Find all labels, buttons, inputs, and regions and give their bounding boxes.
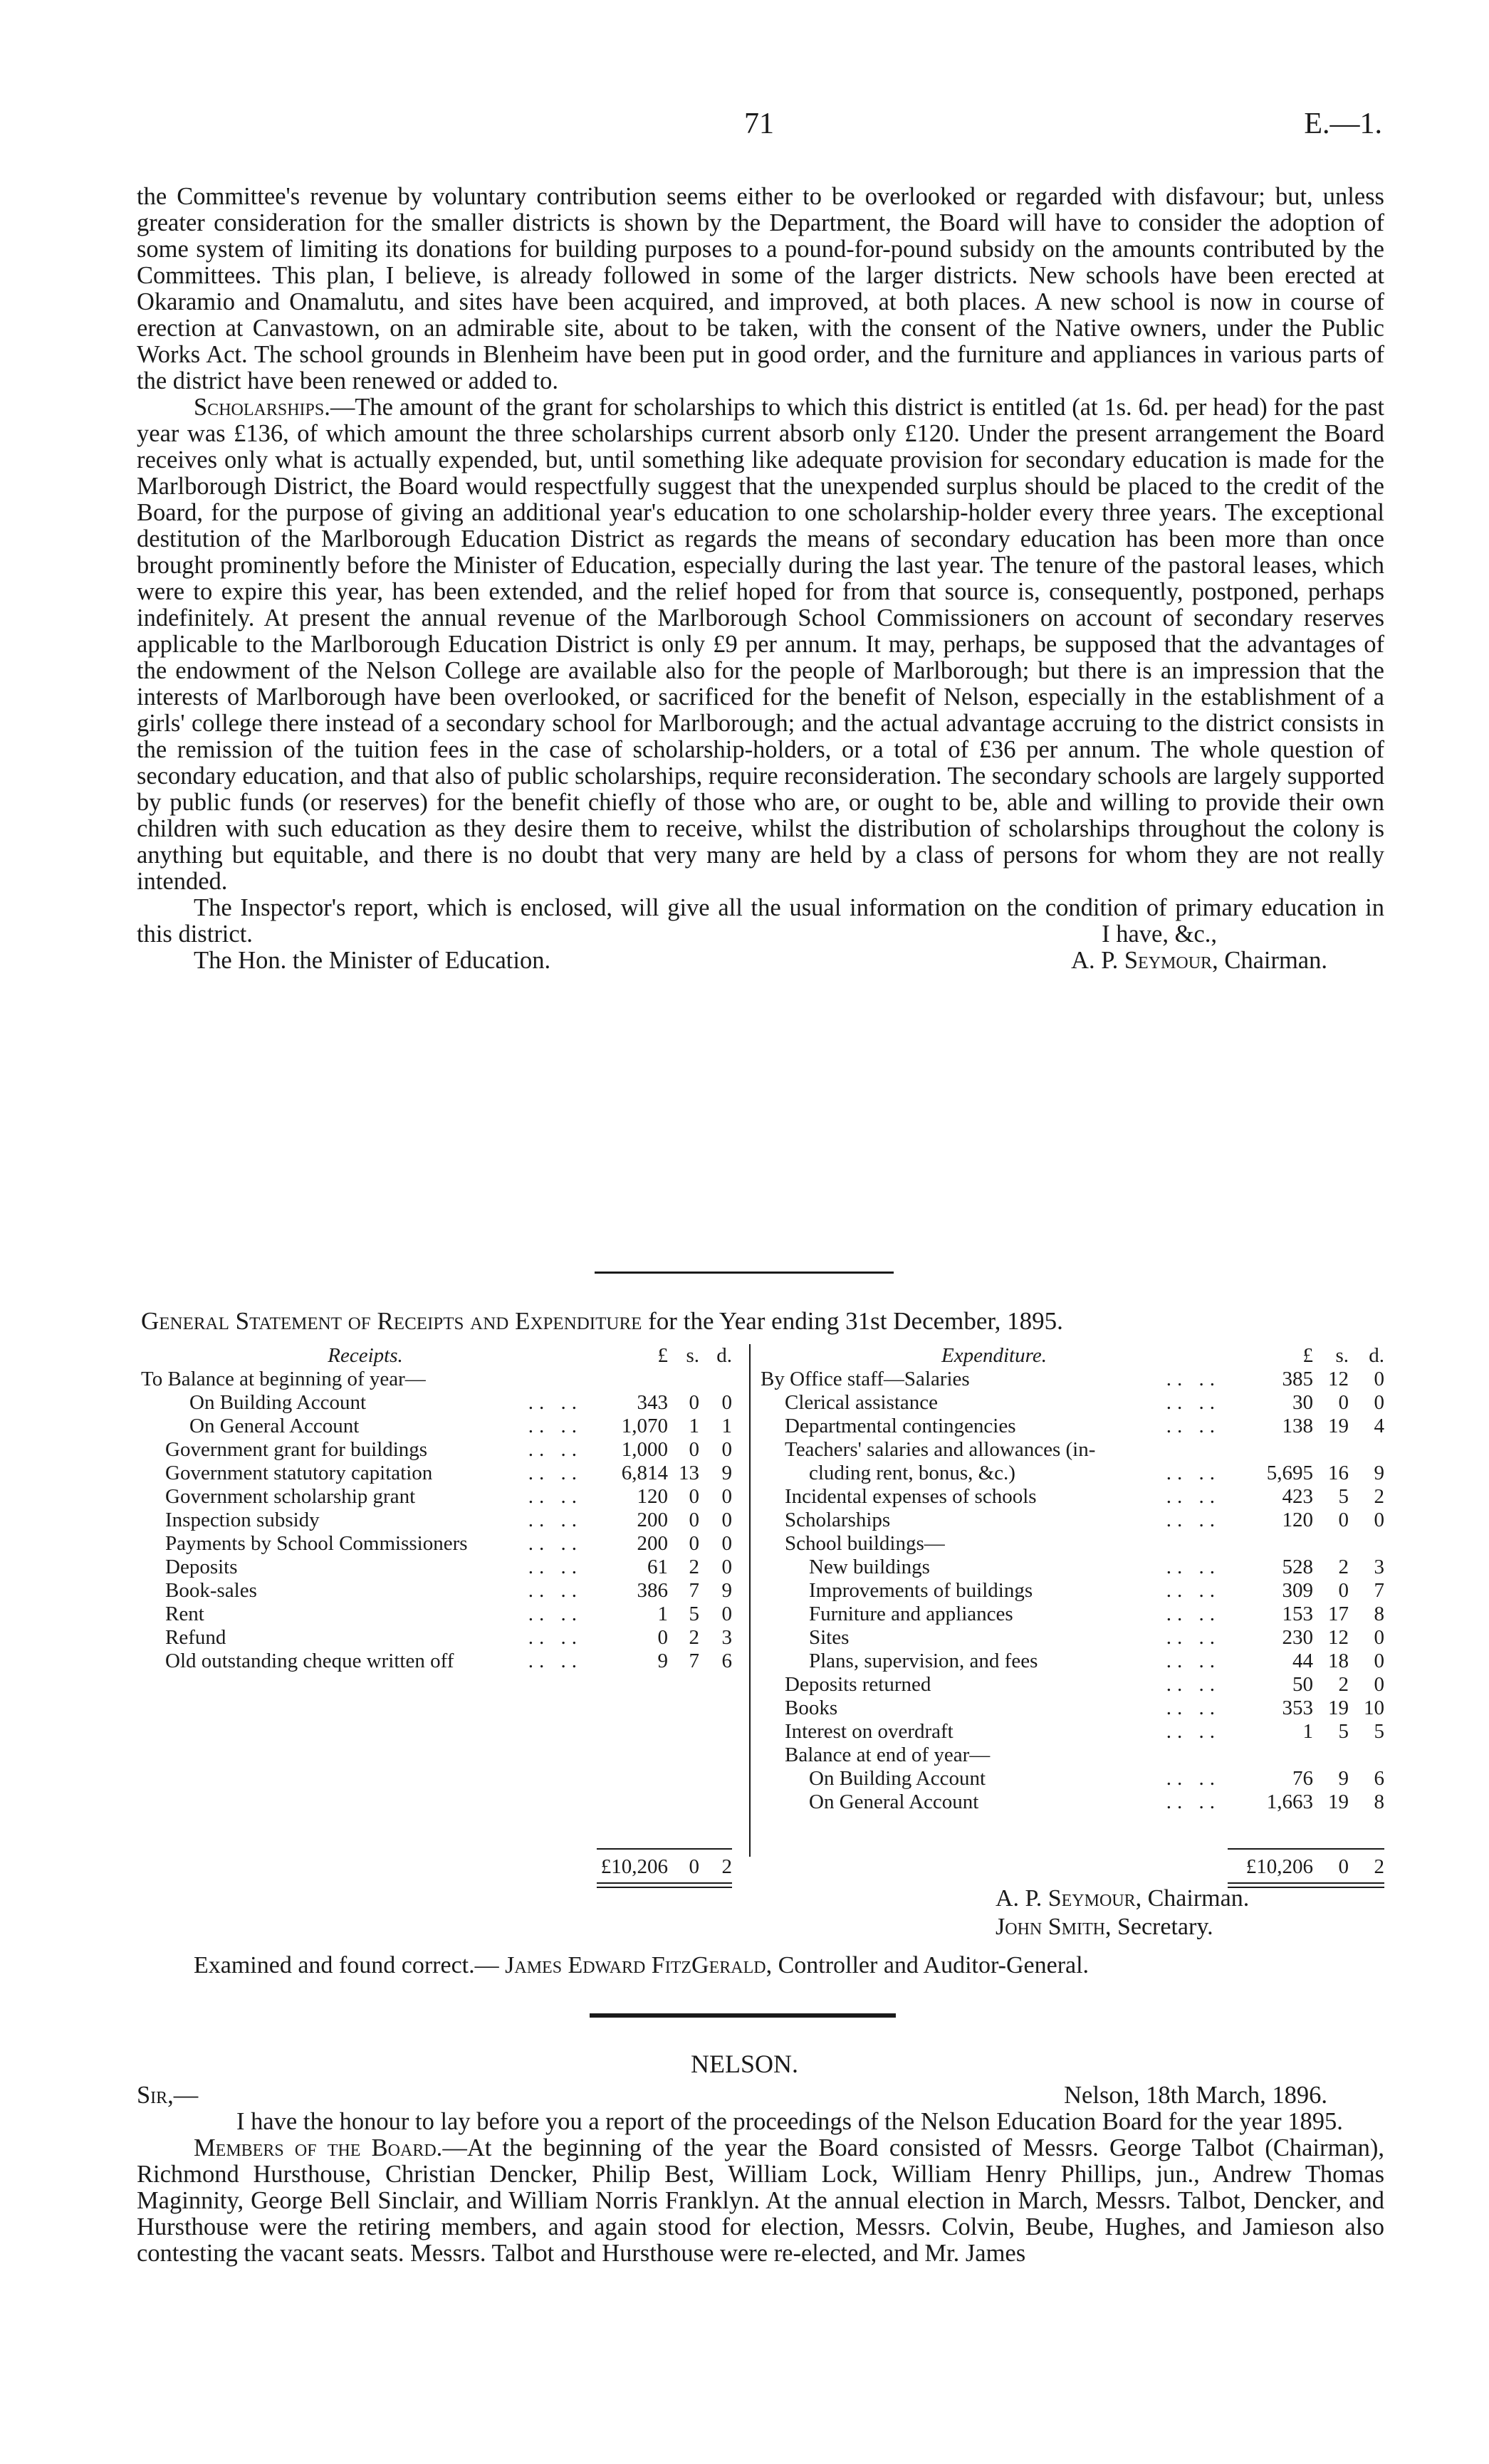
receipts-amount-l: 1 xyxy=(657,1603,668,1625)
receipts-amount-d: 0 xyxy=(721,1532,732,1555)
receipts-amount-s: 7 xyxy=(689,1579,699,1602)
leader-dots: .. .. xyxy=(1166,1485,1221,1508)
expenditure-amount-d: 8 xyxy=(1374,1791,1384,1813)
expenditure-label: Furniture and appliances .. .. xyxy=(761,1603,1228,1626)
scholarships-text: —The amount of the grant for scholarships to which this district is entitled (at 1s. 6d. per head) for the past year was £136, of which amount the three scholarships current absorb only £120. Under the present arrangement the Board receives only what is actually expended, but, until something like adequate provision for secondary education is made for the Marlborough District, the Board would respectfully suggest that the unexpended surplus should be placed to the credit of the Board, for the purpose of giving an additional year's education to one scholarship-holder every three years. The exceptional destitution of the Marlborough Education District as regards the means of secondary education has been more than once brought prominently before the Minister of Education, especially during the last year. The tenure of the pastoral leases, which were to expire this year, has been extended, and the relief hoped for from that source is, consequently, postponed, perhaps indefinitely. At present the annual revenue of the Marlborough School Commissioners on account of secondary reserves applicable to the Marlborough Education District is only £9 per annum. It may, perhaps, be supposed that the advantages of the endowment of the Nelson College are available also for the people of Marlborough; but there is an impression that the interests of Marlborough have been overlooked, or sacrificed for the benefit of Nelson, especially in the establishment of a girls' college there instead of a secondary school for Marlborough; and the actual advantage accruing to the district consists in the remission of the tuition fees in the case of scholarship-holders, or a total of £36 per annum. The whole question of secondary education, and that also of public scholarships, require reconsideration. The secondary schools are largely supported by public funds (or reserves) for the benefit chiefly of those who are, or ought to be, able and willing to provide their own children with such education as they desire them to receive, whilst the distribution of scholarships throughout the colony is anything but equitable, and there is no doubt that very many are held by a class of persons for whom they are not really intended. xyxy=(137,394,1384,895)
expenditure-amount-l xyxy=(1228,1532,1313,1556)
expenditure-amount-s: 12 xyxy=(1328,1626,1349,1649)
expenditure-amount-s xyxy=(1313,1744,1349,1767)
receipts-row xyxy=(141,1415,732,1438)
expenditure-label: Books .. .. xyxy=(761,1697,1228,1720)
report-body-nelson xyxy=(137,2082,1384,2267)
expenditure-amount-s: 19 xyxy=(1328,1415,1349,1437)
receipts-amount-l: 0 xyxy=(657,1626,668,1649)
receipts-row xyxy=(141,1556,732,1579)
receipts-label: Deposits .. .. xyxy=(141,1556,590,1579)
expenditure-amount-d: 5 xyxy=(1374,1720,1384,1743)
receipts-amount-s: 13 xyxy=(679,1462,699,1484)
expenditure-section xyxy=(761,1344,1384,1878)
expenditure-row xyxy=(761,1603,1384,1626)
expenditure-amount-l xyxy=(1228,1438,1313,1462)
leader-dots: .. .. xyxy=(1166,1673,1221,1696)
expenditure-amount-d xyxy=(1349,1438,1384,1462)
nelson-heading: NELSON. xyxy=(691,2050,798,2078)
expenditure-amount-l: 309 xyxy=(1282,1579,1313,1602)
expenditure-label: Interest on overdraft .. .. xyxy=(761,1720,1228,1744)
receipts-label: Refund .. .. xyxy=(141,1626,590,1650)
receipts-amount-s: 1 xyxy=(689,1415,699,1437)
leader-dots: .. .. xyxy=(1166,1579,1221,1602)
leader-dots: .. .. xyxy=(528,1626,582,1649)
statement-title: General Statement of Receipts and Expenditure for the Year ending 31st December, 1895. xyxy=(141,1307,1063,1335)
receipts-amount-s: 7 xyxy=(689,1650,699,1672)
expenditure-amount-d: 6 xyxy=(1374,1767,1384,1790)
receipts-amount-d xyxy=(699,1368,732,1391)
receipts-total xyxy=(597,1855,732,1879)
receipts-amount-l: 200 xyxy=(637,1509,668,1531)
page-number: 71 xyxy=(744,108,774,140)
statement-column-divider xyxy=(749,1344,751,1857)
leader-dots: .. .. xyxy=(1166,1415,1221,1437)
receipts-amount-l: 386 xyxy=(637,1579,668,1602)
receipts-amount-s xyxy=(668,1368,699,1391)
receipts-amount-l: 200 xyxy=(637,1532,668,1555)
receipts-row xyxy=(141,1485,732,1509)
receipts-amount-d: 3 xyxy=(721,1626,732,1649)
receipts-amount-d: 0 xyxy=(721,1391,732,1414)
receipts-amount-s: 0 xyxy=(689,1485,699,1508)
leader-dots: .. .. xyxy=(528,1415,582,1437)
expenditure-amount-s: 2 xyxy=(1338,1556,1349,1578)
receipts-amount-d: 9 xyxy=(721,1462,732,1484)
pence-header: d. xyxy=(716,1344,732,1367)
expenditure-amount-l: 44 xyxy=(1292,1650,1313,1672)
expenditure-amount-l: 30 xyxy=(1292,1391,1313,1414)
receipts-label: To Balance at beginning of year— xyxy=(141,1368,426,1390)
expenditure-amount-l: 76 xyxy=(1292,1767,1313,1790)
pound-header: £ xyxy=(657,1344,668,1367)
closing-signer: A. P. Seymour, Chairman. xyxy=(1071,947,1327,974)
receipts-label: Inspection subsidy .. .. xyxy=(141,1509,590,1532)
receipts-amount-l xyxy=(590,1368,668,1391)
expenditure-amount-s: 5 xyxy=(1338,1485,1349,1508)
receipts-amount-l: 1,070 xyxy=(621,1415,668,1437)
expenditure-amount-d: 0 xyxy=(1374,1626,1384,1649)
expenditure-row xyxy=(761,1626,1384,1650)
expenditure-total-shillings: 0 xyxy=(1338,1855,1349,1878)
receipts-amount-d: 9 xyxy=(721,1579,732,1602)
closing-salutation: I have, &c., xyxy=(1102,921,1217,948)
leader-dots: .. .. xyxy=(1166,1697,1221,1719)
expenditure-row xyxy=(761,1485,1384,1509)
receipts-row xyxy=(141,1368,732,1391)
receipts-amount-d: 0 xyxy=(721,1603,732,1625)
leader-dots: .. .. xyxy=(1166,1791,1221,1813)
expenditure-label: By Office staff—Salaries .. .. xyxy=(761,1368,1228,1391)
secretary-signature: John Smith, Secretary. xyxy=(996,1914,1213,1940)
expenditure-row xyxy=(761,1720,1384,1744)
expenditure-amount-s: 16 xyxy=(1328,1462,1349,1484)
receipts-amount-s: 2 xyxy=(689,1626,699,1649)
expenditure-amount-s: 0 xyxy=(1338,1509,1349,1531)
receipts-amount-s: 0 xyxy=(689,1391,699,1414)
receipts-row xyxy=(141,1603,732,1626)
expenditure-total-rule-1 xyxy=(1228,1882,1384,1884)
leader-dots: .. .. xyxy=(528,1532,582,1555)
expenditure-row xyxy=(761,1391,1384,1415)
leader-dots: .. .. xyxy=(1166,1603,1221,1625)
paragraph-intro: I have the honour to lay before you a report of the proceedings of the Nelson Education Board for the year 1895. xyxy=(236,2108,1343,2135)
expenditure-amount-l: 423 xyxy=(1282,1485,1313,1508)
receipts-amount-l: 9 xyxy=(657,1650,668,1672)
receipts-label: On Building Account .. .. xyxy=(141,1391,590,1415)
expenditure-amount-s: 5 xyxy=(1338,1720,1349,1743)
leader-dots: .. .. xyxy=(528,1462,582,1484)
expenditure-amount-d xyxy=(1349,1744,1384,1767)
receipts-table xyxy=(141,1344,732,1673)
receipts-header-row xyxy=(141,1344,732,1368)
expenditure-label: Teachers' salaries and allowances (in- xyxy=(785,1438,1096,1461)
expenditure-label: Balance at end of year— xyxy=(785,1744,991,1766)
expenditure-row xyxy=(761,1368,1384,1391)
receipts-amount-d: 0 xyxy=(721,1438,732,1461)
expenditure-row xyxy=(761,1650,1384,1673)
expenditure-row xyxy=(761,1767,1384,1791)
leader-dots: .. .. xyxy=(1166,1650,1221,1672)
closing-signature-line xyxy=(137,948,1384,974)
receipts-amount-l: 343 xyxy=(637,1391,668,1414)
expenditure-heading: Expenditure. xyxy=(941,1344,1047,1367)
leader-dots: .. .. xyxy=(528,1391,582,1414)
expenditure-label: New buildings .. .. xyxy=(761,1556,1228,1579)
members-text: —At the beginning of the year the Board consisted of Messrs. George Talbot (Chairman), Richmond Hursthouse, Christian Dencker, Philip Best, William Lock, William Henry Phillips, jun., Andrew Thomas Maginnity, George Bell Sinclair, and William Norris Franklyn. At the annual election in March, Messrs. Talbot, Dencker, and Hursthouse were the retiring members, and again stood for election, Messrs. Colvin, Beube, Hughes, and Jamieson also contesting the vacant seats. Messrs. Talbot and Hursthouse were re-elected, and Mr. James xyxy=(137,2134,1384,2267)
receipts-label: Payments by School Commissioners .. .. xyxy=(141,1532,590,1556)
receipts-total-pence: 2 xyxy=(721,1855,732,1878)
auditor-name: James Edward FitzGerald xyxy=(505,1952,766,1978)
receipts-subtotal-rule xyxy=(597,1848,732,1850)
receipts-label: Book-sales .. .. xyxy=(141,1579,590,1603)
addressee: The Hon. the Minister of Education. xyxy=(194,947,551,974)
expenditure-amount-l xyxy=(1228,1744,1313,1767)
expenditure-amount-d: 2 xyxy=(1374,1485,1384,1508)
expenditure-row xyxy=(761,1415,1384,1438)
receipts-total-pounds: £10,206 xyxy=(600,1855,668,1878)
expenditure-amount-l: 1 xyxy=(1302,1720,1313,1743)
receipts-label: Rent .. .. xyxy=(141,1603,590,1626)
leader-dots: .. .. xyxy=(528,1579,582,1602)
receipts-amount-s: 0 xyxy=(689,1532,699,1555)
expenditure-amount-d: 10 xyxy=(1364,1697,1384,1719)
expenditure-amount-s: 12 xyxy=(1328,1368,1349,1390)
receipts-amount-l: 1,000 xyxy=(621,1438,668,1461)
expenditure-amount-d: 0 xyxy=(1374,1368,1384,1390)
leader-dots: .. .. xyxy=(1166,1556,1221,1578)
document-reference: E.—1. xyxy=(1304,108,1382,140)
expenditure-row xyxy=(761,1673,1384,1697)
expenditure-amount-d: 4 xyxy=(1374,1415,1384,1437)
expenditure-label: Clerical assistance .. .. xyxy=(761,1391,1228,1415)
receipts-label: Old outstanding cheque written off .. .. xyxy=(141,1650,590,1673)
auditor-line: Examined and found correct.— James Edward FitzGerald, Controller and Auditor-General. xyxy=(194,1952,1090,1978)
expenditure-amount-d: 3 xyxy=(1374,1556,1384,1578)
receipts-amount-s: 0 xyxy=(689,1509,699,1531)
expenditure-amount-d: 0 xyxy=(1374,1650,1384,1672)
leader-dots: .. .. xyxy=(1166,1462,1221,1484)
expenditure-label: Deposits returned .. .. xyxy=(761,1673,1228,1697)
expenditure-amount-l: 385 xyxy=(1282,1368,1313,1390)
expenditure-label: Sites .. .. xyxy=(761,1626,1228,1650)
expenditure-total-rule-2 xyxy=(1228,1887,1384,1888)
expenditure-amount-l: 5,695 xyxy=(1266,1462,1313,1484)
paragraph-committee-revenue: the Committee's revenue by voluntary contribution seems either to be overlooked or regarded with disfavour; but, unless greater consideration for the smaller districts is shown by the Department, the Board will have to consider the adoption of some system of limiting its donations for building purposes to a pound-for-pound subsidy on the amounts contributed by the Committees. This plan, I believe, is already followed in some of the larger districts. New schools have been erected at Okaramio and Onamalutu, and sites have been acquired, and improved, at both places. A new school is now in course of erection at Canvastown, on an admirable site, about to be taken, with the consent of the Native owners, under the Public Works Act. The school grounds in Blenheim have been put in good order, and the furniture and appliances in various parts of the district have been renewed or added to. xyxy=(137,183,1384,394)
expenditure-total-pence: 2 xyxy=(1374,1855,1384,1878)
receipts-row xyxy=(141,1579,732,1603)
paragraph-inspector-report xyxy=(137,895,1384,948)
leader-dots: .. .. xyxy=(528,1603,582,1625)
shilling-header: s. xyxy=(686,1344,699,1367)
leader-dots: .. .. xyxy=(1166,1368,1221,1390)
receipts-label: Government statutory capitation .. .. xyxy=(141,1462,590,1485)
expenditure-amount-s: 18 xyxy=(1328,1650,1349,1672)
expenditure-amount-d xyxy=(1349,1532,1384,1556)
leader-dots: .. .. xyxy=(1166,1767,1221,1790)
expenditure-amount-s: 19 xyxy=(1328,1791,1349,1813)
receipts-amount-s: 2 xyxy=(689,1556,699,1578)
expenditure-amount-s: 2 xyxy=(1338,1673,1349,1696)
receipts-label: Government scholarship grant .. .. xyxy=(141,1485,590,1509)
receipts-amount-d: 0 xyxy=(721,1485,732,1508)
receipts-row xyxy=(141,1626,732,1650)
expenditure-amount-l: 353 xyxy=(1282,1697,1313,1719)
expenditure-amount-l: 1,663 xyxy=(1266,1791,1313,1813)
members-heading: Members of the Board. xyxy=(194,2134,443,2161)
expenditure-row xyxy=(761,1697,1384,1720)
receipts-amount-s: 5 xyxy=(689,1603,699,1625)
receipts-total-rule-1 xyxy=(597,1882,732,1884)
expenditure-row xyxy=(761,1556,1384,1579)
expenditure-amount-d: 0 xyxy=(1374,1509,1384,1531)
receipts-amount-l: 6,814 xyxy=(621,1462,668,1484)
receipts-row xyxy=(141,1650,732,1673)
expenditure-label: Scholarships .. .. xyxy=(761,1509,1228,1532)
leader-dots: .. .. xyxy=(1166,1509,1221,1531)
receipts-heading: Receipts. xyxy=(328,1344,403,1367)
receipts-row xyxy=(141,1462,732,1485)
expenditure-label: cluding rent, bonus, &c.) .. .. xyxy=(761,1462,1228,1485)
expenditure-amount-d: 7 xyxy=(1374,1579,1384,1602)
expenditure-row xyxy=(761,1438,1384,1462)
section-divider-heavy xyxy=(590,2013,896,2018)
expenditure-amount-l: 230 xyxy=(1282,1626,1313,1649)
expenditure-header-row xyxy=(761,1344,1384,1368)
expenditure-row xyxy=(761,1509,1384,1532)
receipts-amount-l: 61 xyxy=(647,1556,668,1578)
expenditure-rows xyxy=(761,1368,1384,1814)
salutation: Sir,— xyxy=(137,2082,199,2109)
expenditure-label: On General Account .. .. xyxy=(761,1791,1228,1814)
leader-dots: .. .. xyxy=(1166,1626,1221,1649)
expenditure-label: Improvements of buildings .. .. xyxy=(761,1579,1228,1603)
page-header xyxy=(0,107,1489,150)
receipts-amount-s: 0 xyxy=(689,1438,699,1461)
inspector-report-text: The Inspector's report, which is enclosed, will give all the usual information on the condition of primary education in this district. xyxy=(137,894,1384,948)
receipts-amount-d: 6 xyxy=(721,1650,732,1672)
leader-dots: .. .. xyxy=(528,1438,582,1461)
expenditure-amount-d: 0 xyxy=(1374,1391,1384,1414)
receipts-total-shillings: 0 xyxy=(689,1855,699,1878)
expenditure-amount-l: 50 xyxy=(1292,1673,1313,1696)
expenditure-amount-s xyxy=(1313,1532,1349,1556)
expenditure-amount-s: 9 xyxy=(1338,1767,1349,1790)
place-date: Nelson, 18th March, 1896. xyxy=(1064,2082,1327,2109)
receipts-label: Government grant for buildings .. .. xyxy=(141,1438,590,1462)
receipts-amount-l: 120 xyxy=(637,1485,668,1508)
paragraph-scholarships xyxy=(137,394,1384,895)
expenditure-label: Departmental contingencies .. .. xyxy=(761,1415,1228,1438)
receipts-row xyxy=(141,1509,732,1532)
receipts-amount-d: 1 xyxy=(721,1415,732,1437)
expenditure-amount-d: 8 xyxy=(1374,1603,1384,1625)
receipts-amount-d: 0 xyxy=(721,1509,732,1531)
paragraph-members xyxy=(137,2135,1384,2267)
chairman-signature: A. P. Seymour, Chairman. xyxy=(996,1885,1250,1912)
shilling-header: s. xyxy=(1335,1344,1349,1367)
leader-dots: .. .. xyxy=(528,1485,582,1508)
expenditure-amount-s xyxy=(1313,1438,1349,1462)
receipts-row xyxy=(141,1532,732,1556)
expenditure-row xyxy=(761,1532,1384,1556)
pence-header: d. xyxy=(1369,1344,1384,1367)
expenditure-amount-l: 120 xyxy=(1282,1509,1313,1531)
expenditure-row xyxy=(761,1744,1384,1767)
expenditure-label: Incidental expenses of schools .. .. xyxy=(761,1485,1228,1509)
expenditure-label: On Building Account .. .. xyxy=(761,1767,1228,1791)
expenditure-amount-d: 9 xyxy=(1374,1462,1384,1484)
signer-name: Seymour xyxy=(1124,947,1213,974)
receipts-label: On General Account .. .. xyxy=(141,1415,590,1438)
leader-dots: .. .. xyxy=(528,1556,582,1578)
expenditure-subtotal-rule xyxy=(1228,1848,1384,1850)
receipts-row xyxy=(141,1391,732,1415)
leader-dots: .. .. xyxy=(528,1509,582,1531)
expenditure-label: School buildings— xyxy=(785,1532,945,1555)
receipts-amount-d: 0 xyxy=(721,1556,732,1578)
expenditure-amount-d: 0 xyxy=(1374,1673,1384,1696)
expenditure-label: Plans, supervision, and fees .. .. xyxy=(761,1650,1228,1673)
expenditure-row xyxy=(761,1462,1384,1485)
receipts-rows xyxy=(141,1368,732,1673)
expenditure-row xyxy=(761,1579,1384,1603)
receipts-total-rule-2 xyxy=(597,1887,732,1888)
salutation-line xyxy=(137,2082,1384,2109)
receipts-row xyxy=(141,1438,732,1462)
expenditure-table xyxy=(761,1344,1384,1814)
expenditure-amount-s: 0 xyxy=(1338,1579,1349,1602)
pound-header: £ xyxy=(1302,1344,1313,1367)
leader-dots: .. .. xyxy=(1166,1391,1221,1414)
scholarships-heading: Scholarships. xyxy=(194,394,330,421)
expenditure-amount-s: 17 xyxy=(1328,1603,1349,1625)
section-divider xyxy=(595,1272,894,1274)
expenditure-amount-s: 19 xyxy=(1328,1697,1349,1719)
leader-dots: .. .. xyxy=(1166,1720,1221,1743)
expenditure-amount-s: 0 xyxy=(1338,1391,1349,1414)
expenditure-amount-l: 153 xyxy=(1282,1603,1313,1625)
expenditure-amount-l: 528 xyxy=(1282,1556,1313,1578)
expenditure-row xyxy=(761,1791,1384,1814)
expenditure-total-pounds: £10,206 xyxy=(1245,1855,1313,1878)
report-body-marlborough xyxy=(137,184,1384,974)
leader-dots: .. .. xyxy=(528,1650,582,1672)
receipts-section xyxy=(141,1344,732,1878)
expenditure-total xyxy=(1228,1855,1384,1879)
expenditure-amount-l: 138 xyxy=(1282,1415,1313,1437)
